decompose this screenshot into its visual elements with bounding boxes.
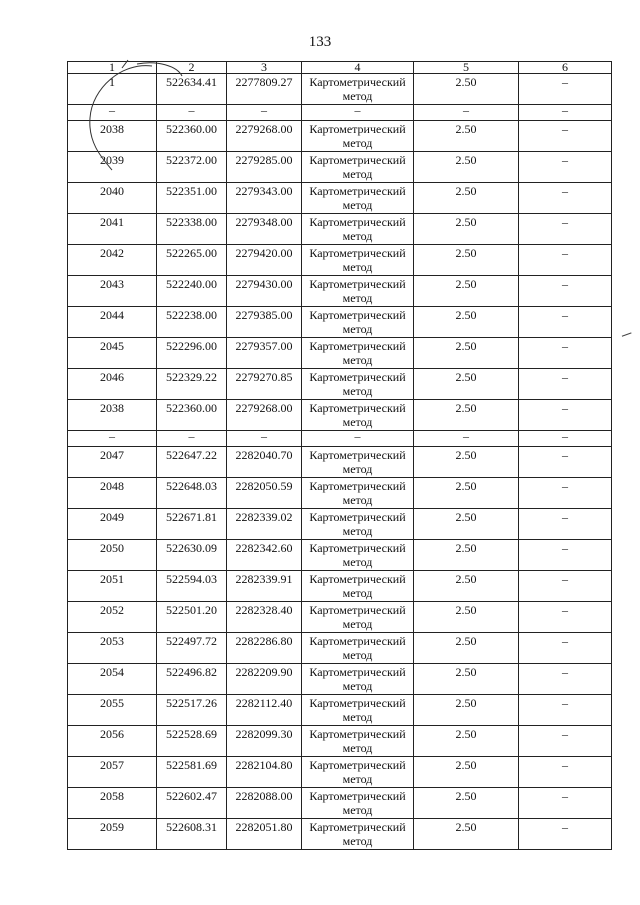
description-cell: – xyxy=(519,369,612,400)
point-number-cell: 2040 xyxy=(68,183,157,214)
description-cell: – xyxy=(519,447,612,478)
accuracy-cell: 2.50 xyxy=(414,307,519,338)
description-cell: – xyxy=(519,121,612,152)
point-number-cell: 2048 xyxy=(68,478,157,509)
method-cell: Картометрический метод xyxy=(302,757,414,788)
accuracy-cell: – xyxy=(414,431,519,447)
x-coordinate-cell: 522634.41 xyxy=(157,74,227,105)
x-coordinate-cell: 522360.00 xyxy=(157,400,227,431)
description-cell: – xyxy=(519,633,612,664)
point-number-cell: 2045 xyxy=(68,338,157,369)
accuracy-cell: 2.50 xyxy=(414,726,519,757)
y-coordinate-cell: 2279430.00 xyxy=(227,276,302,307)
y-coordinate-cell: 2279285.00 xyxy=(227,152,302,183)
description-cell: – xyxy=(519,152,612,183)
point-number-cell: 2049 xyxy=(68,509,157,540)
table-row xyxy=(68,214,612,245)
accuracy-cell: 2.50 xyxy=(414,369,519,400)
point-number-cell: 2054 xyxy=(68,664,157,695)
x-coordinate-cell: 522501.20 xyxy=(157,602,227,633)
accuracy-cell: 2.50 xyxy=(414,602,519,633)
point-number-cell: – xyxy=(68,431,157,447)
method-cell: – xyxy=(302,431,414,447)
table-row xyxy=(68,695,612,726)
description-cell: – xyxy=(519,338,612,369)
x-coordinate-cell: 522238.00 xyxy=(157,307,227,338)
header-col-3: 3 xyxy=(227,62,302,74)
description-cell: – xyxy=(519,664,612,695)
table-row xyxy=(68,276,612,307)
x-coordinate-cell: 522630.09 xyxy=(157,540,227,571)
x-coordinate-cell: 522240.00 xyxy=(157,276,227,307)
point-number-cell: 2047 xyxy=(68,447,157,478)
point-number-cell: 2055 xyxy=(68,695,157,726)
header-col-4: 4 xyxy=(302,62,414,74)
accuracy-cell: 2.50 xyxy=(414,571,519,602)
table-row xyxy=(68,664,612,695)
accuracy-cell: 2.50 xyxy=(414,819,519,850)
description-cell: – xyxy=(519,183,612,214)
y-coordinate-cell: 2279420.00 xyxy=(227,245,302,276)
y-coordinate-cell: 2279357.00 xyxy=(227,338,302,369)
accuracy-cell: 2.50 xyxy=(414,540,519,571)
method-cell: Картометрический метод xyxy=(302,369,414,400)
accuracy-cell: 2.50 xyxy=(414,664,519,695)
method-cell: Картометрический метод xyxy=(302,307,414,338)
y-coordinate-cell: 2279270.85 xyxy=(227,369,302,400)
header-col-6: 6 xyxy=(519,62,612,74)
y-coordinate-cell: 2279343.00 xyxy=(227,183,302,214)
table-row xyxy=(68,447,612,478)
x-coordinate-cell: 522329.22 xyxy=(157,369,227,400)
y-coordinate-cell: 2282088.00 xyxy=(227,788,302,819)
header-col-2: 2 xyxy=(157,62,227,74)
x-coordinate-cell: 522528.69 xyxy=(157,726,227,757)
description-cell: – xyxy=(519,400,612,431)
y-coordinate-cell: 2282112.40 xyxy=(227,695,302,726)
y-coordinate-cell: 2279385.00 xyxy=(227,307,302,338)
method-cell: Картометрический метод xyxy=(302,478,414,509)
y-coordinate-cell: 2282286.80 xyxy=(227,633,302,664)
table-row xyxy=(68,74,612,105)
x-coordinate-cell: 522647.22 xyxy=(157,447,227,478)
accuracy-cell: 2.50 xyxy=(414,509,519,540)
accuracy-cell: 2.50 xyxy=(414,478,519,509)
description-cell: – xyxy=(519,726,612,757)
y-coordinate-cell: 2282051.80 xyxy=(227,819,302,850)
accuracy-cell: 2.50 xyxy=(414,788,519,819)
description-cell: – xyxy=(519,788,612,819)
table-row xyxy=(68,245,612,276)
point-number-cell: 2053 xyxy=(68,633,157,664)
accuracy-cell: 2.50 xyxy=(414,400,519,431)
table-row xyxy=(68,571,612,602)
coordinates-table xyxy=(67,61,612,850)
y-coordinate-cell: 2279348.00 xyxy=(227,214,302,245)
accuracy-cell: 2.50 xyxy=(414,183,519,214)
method-cell: Картометрический метод xyxy=(302,664,414,695)
accuracy-cell: 2.50 xyxy=(414,447,519,478)
description-cell: – xyxy=(519,307,612,338)
accuracy-cell: 2.50 xyxy=(414,338,519,369)
table-row xyxy=(68,819,612,850)
accuracy-cell: 2.50 xyxy=(414,245,519,276)
x-coordinate-cell: 522372.00 xyxy=(157,152,227,183)
y-coordinate-cell: 2282328.40 xyxy=(227,602,302,633)
description-cell: – xyxy=(519,757,612,788)
table-body xyxy=(68,74,612,850)
table-row xyxy=(68,633,612,664)
x-coordinate-cell: 522608.31 xyxy=(157,819,227,850)
method-cell: Картометрический метод xyxy=(302,338,414,369)
x-coordinate-cell: – xyxy=(157,431,227,447)
table-row xyxy=(68,338,612,369)
method-cell: Картометрический метод xyxy=(302,788,414,819)
description-cell: – xyxy=(519,602,612,633)
method-cell: Картометрический метод xyxy=(302,74,414,105)
method-cell: Картометрический метод xyxy=(302,726,414,757)
separator-row xyxy=(68,105,612,121)
y-coordinate-cell: 2282342.60 xyxy=(227,540,302,571)
description-cell: – xyxy=(519,695,612,726)
x-coordinate-cell: 522338.00 xyxy=(157,214,227,245)
table-header xyxy=(68,62,612,74)
point-number-cell: 2042 xyxy=(68,245,157,276)
table-row xyxy=(68,183,612,214)
page-number: 133 xyxy=(308,34,332,50)
description-cell: – xyxy=(519,276,612,307)
y-coordinate-cell: 2282040.70 xyxy=(227,447,302,478)
x-coordinate-cell: 522265.00 xyxy=(157,245,227,276)
description-cell: – xyxy=(519,478,612,509)
method-cell: Картометрический метод xyxy=(302,214,414,245)
method-cell: Картометрический метод xyxy=(302,695,414,726)
accuracy-cell: 2.50 xyxy=(414,757,519,788)
margin-mark xyxy=(622,332,632,338)
accuracy-cell: 2.50 xyxy=(414,74,519,105)
y-coordinate-cell: 2282099.30 xyxy=(227,726,302,757)
accuracy-cell: 2.50 xyxy=(414,633,519,664)
table-row xyxy=(68,369,612,400)
y-coordinate-cell: – xyxy=(227,105,302,121)
y-coordinate-cell: 2279268.00 xyxy=(227,121,302,152)
method-cell: Картометрический метод xyxy=(302,400,414,431)
y-coordinate-cell: 2279268.00 xyxy=(227,400,302,431)
point-number-cell: 2044 xyxy=(68,307,157,338)
table-row xyxy=(68,788,612,819)
point-number-cell: 2051 xyxy=(68,571,157,602)
x-coordinate-cell: 522496.82 xyxy=(157,664,227,695)
point-number-cell: 2046 xyxy=(68,369,157,400)
table-row xyxy=(68,757,612,788)
y-coordinate-cell: 2282104.80 xyxy=(227,757,302,788)
method-cell: Картометрический метод xyxy=(302,540,414,571)
header-col-5: 5 xyxy=(414,62,519,74)
description-cell: – xyxy=(519,431,612,447)
y-coordinate-cell: 2282209.90 xyxy=(227,664,302,695)
description-cell: – xyxy=(519,571,612,602)
accuracy-cell: 2.50 xyxy=(414,214,519,245)
method-cell: Картометрический метод xyxy=(302,276,414,307)
x-coordinate-cell: 522517.26 xyxy=(157,695,227,726)
separator-row xyxy=(68,431,612,447)
table-row xyxy=(68,121,612,152)
method-cell: Картометрический метод xyxy=(302,447,414,478)
x-coordinate-cell: 522360.00 xyxy=(157,121,227,152)
point-number-cell: 2039 xyxy=(68,152,157,183)
table-row xyxy=(68,540,612,571)
point-number-cell: 2038 xyxy=(68,400,157,431)
y-coordinate-cell: 2277809.27 xyxy=(227,74,302,105)
method-cell: Картометрический метод xyxy=(302,245,414,276)
table-row xyxy=(68,152,612,183)
point-number-cell: 2058 xyxy=(68,788,157,819)
point-number-cell: 2038 xyxy=(68,121,157,152)
point-number-cell: 2056 xyxy=(68,726,157,757)
accuracy-cell: 2.50 xyxy=(414,152,519,183)
description-cell: – xyxy=(519,509,612,540)
description-cell: – xyxy=(519,245,612,276)
method-cell: Картометрический метод xyxy=(302,509,414,540)
point-number-cell: 1 xyxy=(68,74,157,105)
x-coordinate-cell: 522602.47 xyxy=(157,788,227,819)
table-row xyxy=(68,307,612,338)
description-cell: – xyxy=(519,819,612,850)
header-col-1: 1 xyxy=(68,62,157,74)
method-cell: Картометрический метод xyxy=(302,121,414,152)
table-row xyxy=(68,400,612,431)
method-cell: Картометрический метод xyxy=(302,602,414,633)
accuracy-cell: 2.50 xyxy=(414,121,519,152)
point-number-cell: 2057 xyxy=(68,757,157,788)
point-number-cell: 2059 xyxy=(68,819,157,850)
accuracy-cell: 2.50 xyxy=(414,276,519,307)
description-cell: – xyxy=(519,74,612,105)
point-number-cell: 2052 xyxy=(68,602,157,633)
x-coordinate-cell: 522594.03 xyxy=(157,571,227,602)
method-cell: Картометрический метод xyxy=(302,819,414,850)
y-coordinate-cell: 2282339.02 xyxy=(227,509,302,540)
point-number-cell: – xyxy=(68,105,157,121)
table-row xyxy=(68,602,612,633)
point-number-cell: 2050 xyxy=(68,540,157,571)
description-cell: – xyxy=(519,105,612,121)
method-cell: – xyxy=(302,105,414,121)
x-coordinate-cell: 522581.69 xyxy=(157,757,227,788)
y-coordinate-cell: 2282339.91 xyxy=(227,571,302,602)
y-coordinate-cell: 2282050.59 xyxy=(227,478,302,509)
method-cell: Картометрический метод xyxy=(302,183,414,214)
x-coordinate-cell: 522296.00 xyxy=(157,338,227,369)
y-coordinate-cell: – xyxy=(227,431,302,447)
method-cell: Картометрический метод xyxy=(302,571,414,602)
point-number-cell: 2043 xyxy=(68,276,157,307)
method-cell: Картометрический метод xyxy=(302,633,414,664)
header-row xyxy=(68,62,612,74)
x-coordinate-cell: 522497.72 xyxy=(157,633,227,664)
accuracy-cell: – xyxy=(414,105,519,121)
description-cell: – xyxy=(519,214,612,245)
accuracy-cell: 2.50 xyxy=(414,695,519,726)
x-coordinate-cell: 522648.03 xyxy=(157,478,227,509)
x-coordinate-cell: – xyxy=(157,105,227,121)
method-cell: Картометрический метод xyxy=(302,152,414,183)
description-cell: – xyxy=(519,540,612,571)
table-row xyxy=(68,478,612,509)
x-coordinate-cell: 522351.00 xyxy=(157,183,227,214)
x-coordinate-cell: 522671.81 xyxy=(157,509,227,540)
point-number-cell: 2041 xyxy=(68,214,157,245)
table-row xyxy=(68,509,612,540)
table-row xyxy=(68,726,612,757)
